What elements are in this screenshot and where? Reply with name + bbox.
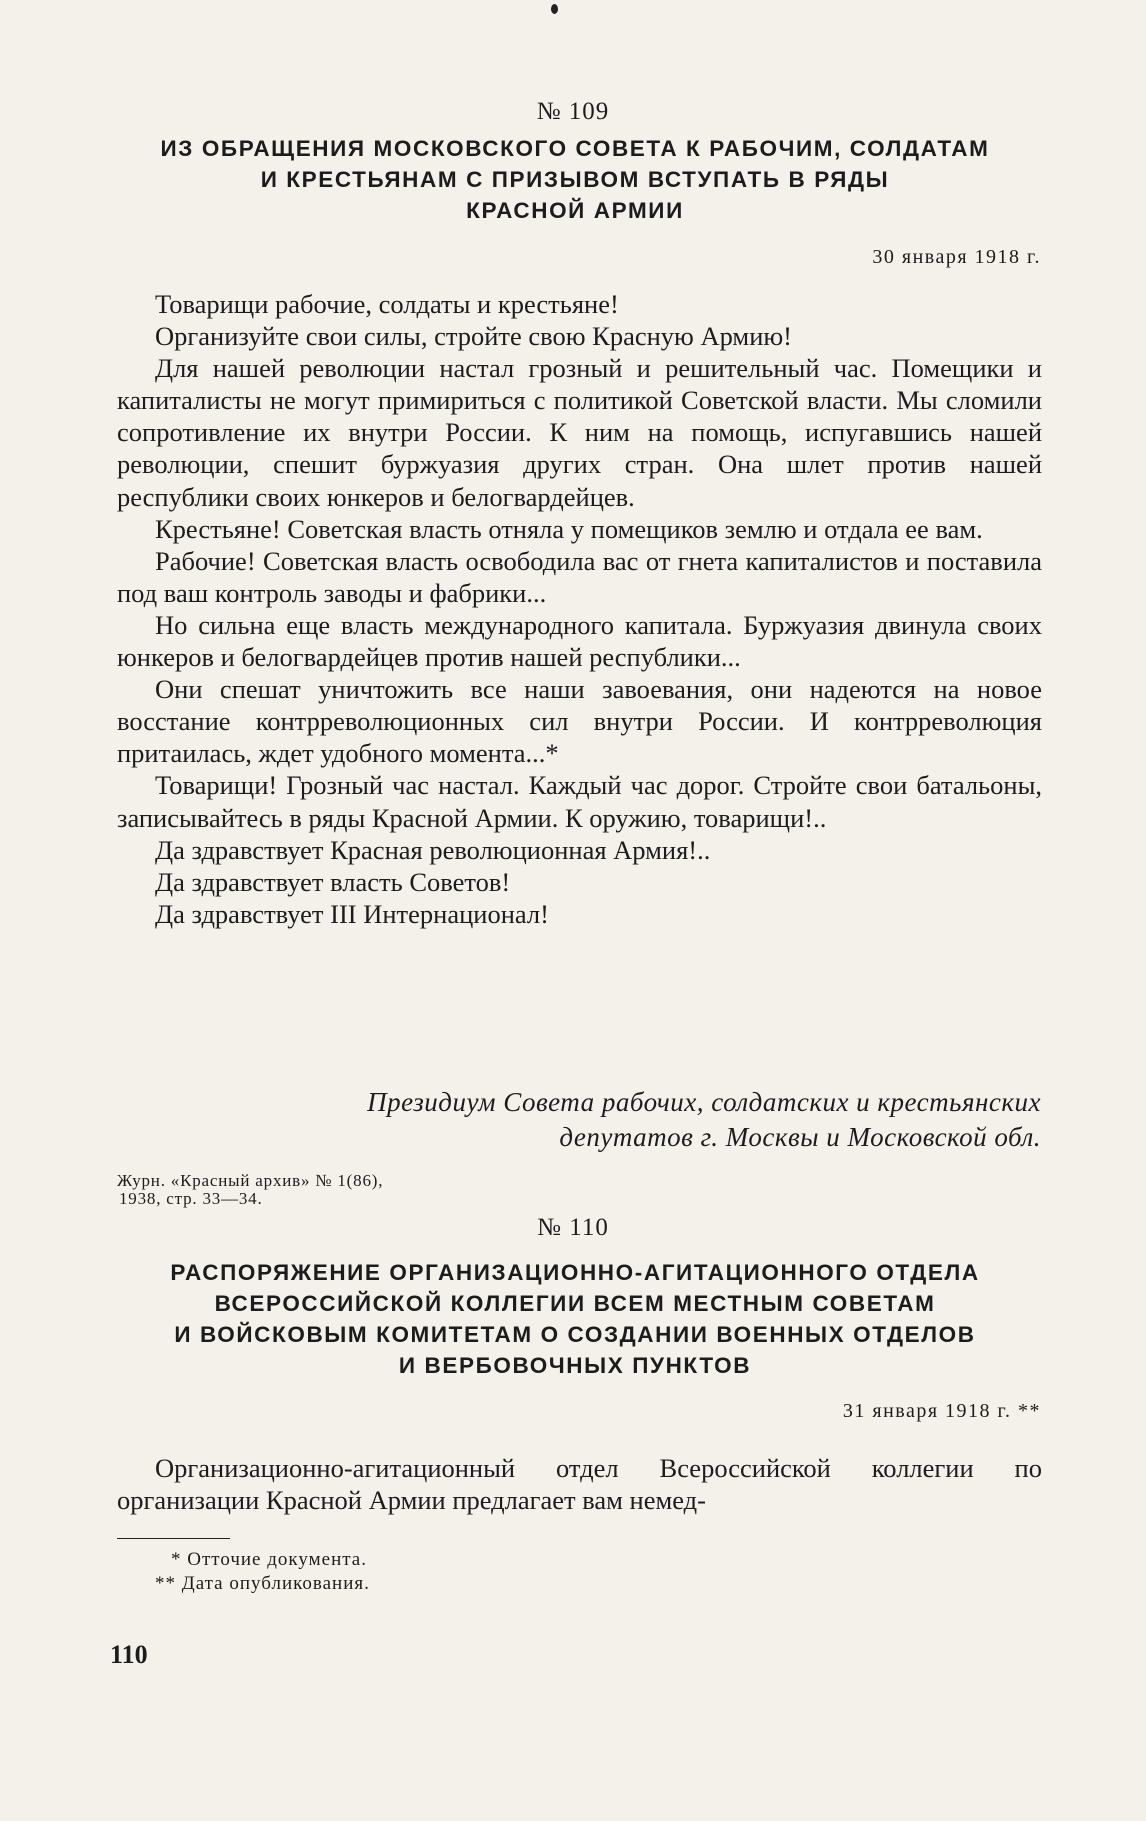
- doc109-title-line: И КРЕСТЬЯНАМ С ПРИЗЫВОМ ВСТУПАТЬ В РЯДЫ: [260, 167, 890, 192]
- doc110-body: [117, 1452, 1042, 1516]
- paragraph: Организуйте свои силы, стройте свою Красную Армию!: [155, 321, 793, 352]
- doc109-body: [117, 288, 1042, 930]
- signature-line: депутатов г. Москвы и Московской обл.: [559, 1122, 1041, 1152]
- doc109-source: [117, 1172, 383, 1208]
- paragraph: Товарищи! Грозный час настал. Каждый час дорог. Стройте свои батальоны, записывайтесь в ряды Красной Армии. К оружию, товарищи!..: [117, 770, 1042, 833]
- page-number: 110: [110, 1640, 148, 1669]
- doc110-title-line: И ВОЙСКОВЫМ КОМИТЕТАМ О СОЗДАНИИ ВОЕННЫХ ОТДЕЛОВ: [174, 1322, 976, 1347]
- ink-spot: [551, 4, 558, 14]
- paragraph: Товарищи рабочие, солдаты и крестьяне!: [155, 289, 619, 319]
- paragraph: Рабочие! Советская власть освободила вас от гнета капиталистов и поставила под ваш контроль заводы и фабрики...: [117, 545, 1042, 608]
- footnote-rule: [117, 1538, 230, 1539]
- paragraph: Организационно-агитационный отдел Всероссийской коллегии по организации Красной Армии предлагает вам немед-: [117, 1453, 1042, 1516]
- paragraph: Они спешат уничтожить все наши завоевания, они надеются на новое восстание контрреволюционных сил внутри России. И контрреволюция притаилась, ждет удобного момента...*: [117, 674, 1042, 769]
- doc110-title-line: ВСЕРОССИЙСКОЙ КОЛЛЕГИИ ВСЕМ МЕСТНЫМ СОВЕТАМ: [214, 1291, 936, 1316]
- doc110-title: [100, 1257, 1050, 1381]
- source-line: Журн. «Красный архив» № 1(86),: [117, 1171, 384, 1190]
- paragraph: Да здравствует Красная революционная Армия!..: [155, 834, 711, 865]
- paragraph: Но сильна еще власть международного капитала. Буржуазия двинула своих юнкеров и белогвардейцев против нашей республики...: [117, 609, 1042, 673]
- doc109-signature: [141, 1085, 1041, 1155]
- paragraph: Да здравствует власть Советов!: [155, 866, 511, 897]
- paragraph: Для нашей революции настал грозный и решительный час. Помещики и капиталисты не могут примириться с политикой Советской власти. Мы сломили сопротивление их внутри России. К ним на помощь, испугавшись нашей революции, спешит буржуазия других стран. Она шлет против нашей республики своих юнкеров и белогвардейцев.: [117, 353, 1042, 512]
- footnote: ** Дата опубликования.: [155, 1573, 370, 1594]
- doc110-date: 31 января 1918 г. **: [842, 1400, 1041, 1422]
- footnote: * Отточие документа.: [171, 1549, 367, 1570]
- paragraph: Крестьяне! Советская власть отняла у помещиков землю и отдала ее вам.: [155, 513, 983, 544]
- doc109-number: № 109: [536, 98, 610, 125]
- paragraph: Да здравствует III Интернационал!: [155, 898, 549, 929]
- doc109-title-line: КРАСНОЙ АРМИИ: [466, 198, 684, 223]
- doc109-date: 30 января 1918 г.: [872, 246, 1041, 268]
- doc110-number: № 110: [537, 1214, 609, 1241]
- doc110-title-line: И ВЕРБОВОЧНЫХ ПУНКТОВ: [398, 1353, 752, 1378]
- signature-line: Президиум Совета рабочих, солдатских и крестьянских: [367, 1087, 1041, 1117]
- doc109-title: [100, 133, 1050, 226]
- doc110-title-line: РАСПОРЯЖЕНИЕ ОРГАНИЗАЦИОННО-АГИТАЦИОННОГО ОТДЕЛА: [170, 1260, 980, 1285]
- footnotes: [155, 1548, 370, 1596]
- doc109-title-line: ИЗ ОБРАЩЕНИЯ МОСКОВСКОГО СОВЕТА К РАБОЧИМ, СОЛДАТАМ: [160, 136, 990, 161]
- source-line: 1938, стр. 33—34.: [119, 1189, 263, 1208]
